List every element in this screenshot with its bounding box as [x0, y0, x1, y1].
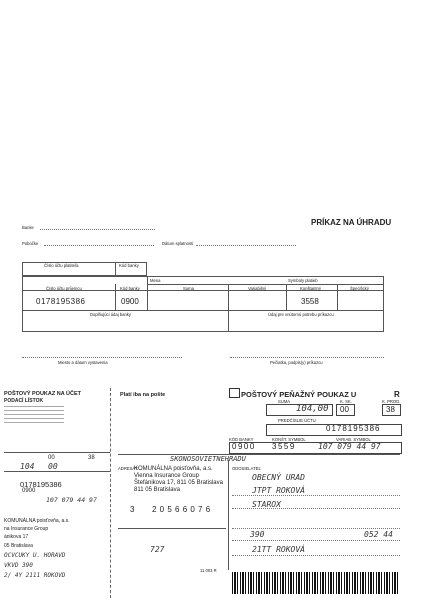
- barcode: [232, 572, 400, 594]
- const-symbol-label: KONŠT. SYMBOL: [272, 437, 306, 442]
- var-symbol-value: 107 079 44 97: [318, 442, 381, 451]
- recipient-bank-code-value[interactable]: 0900: [121, 297, 139, 306]
- spec-symbol-value[interactable]: 2 0 5 6 6 0 7 6: [152, 505, 211, 514]
- payer-line3[interactable]: STAROX: [252, 500, 281, 509]
- sum-value: 104,00: [296, 404, 329, 414]
- currency-label: Mena: [150, 278, 161, 283]
- payer-bank-code-label: Kód banky: [119, 263, 139, 268]
- left-note[interactable]: 727: [150, 545, 165, 554]
- left-name-value: KOMUNÁLNA poisťovňa, a.s.: [4, 518, 70, 524]
- psc-value[interactable]: 052 44: [364, 530, 393, 539]
- account-label: PREDČÍSLIE ÚČTU: [278, 418, 316, 423]
- const-symbol-value: 3559: [272, 442, 296, 451]
- recipient-account-label: Číslo účtu príjemcu: [46, 286, 82, 291]
- k-sk-value: 00: [340, 405, 349, 414]
- left-sum-cents-value[interactable]: 00: [48, 462, 58, 471]
- recipient-account-value[interactable]: 0178195386: [36, 297, 86, 306]
- k-prod-value: 38: [386, 405, 395, 414]
- number-value[interactable]: 390: [250, 530, 265, 539]
- due-date-label: Dátum splatnosti: [162, 241, 194, 246]
- symbols-label: Symboly platieb: [288, 278, 318, 283]
- recipient-city: 811 05 Bratislava: [134, 487, 180, 493]
- payer-line2[interactable]: JTPT ROKOVÁ: [252, 486, 305, 495]
- form-code: 11 003 R: [200, 568, 217, 573]
- left-hand-line2[interactable]: VKVD 390: [4, 562, 33, 569]
- town-value[interactable]: 21TT ROKOVÁ: [252, 545, 305, 554]
- recipient-bank-code-label: Kód banky: [120, 286, 140, 291]
- account-value: 0178195386: [326, 424, 381, 433]
- left-city-value: 05 Bratislava: [4, 543, 33, 549]
- constant-label: Konštantný: [300, 286, 321, 291]
- receipt-title: POŠTOVÝ POUKAZ NA ÚČET: [4, 391, 82, 397]
- signature-field[interactable]: [230, 357, 384, 358]
- k-sk-label: K. SK.: [340, 399, 352, 404]
- handwritten-name[interactable]: SKONOSOVIETNEHRADU: [170, 455, 246, 463]
- place-date-label: Miesto a dátum vystavenia: [58, 360, 108, 365]
- left-account-value[interactable]: 0178195386: [20, 480, 62, 489]
- variable-label: Variabilný: [248, 286, 267, 291]
- left-group-value: na Insurance Group: [4, 526, 49, 532]
- place-date-field[interactable]: [22, 357, 182, 358]
- bank-code-value: 0900: [232, 442, 256, 451]
- ref-value[interactable]: 3: [130, 505, 135, 514]
- constant-value[interactable]: 3558: [301, 297, 319, 306]
- internal-label: Údaj pre vnútornú potrebu príkazcu: [268, 312, 334, 317]
- bank-label: Banke: [22, 225, 34, 230]
- extra-bank-label: Doplňujúci údaj banky: [90, 312, 131, 317]
- left-var-value[interactable]: 107 079 44 97: [46, 496, 97, 504]
- postal-title: POŠTOVÝ PEŇAŽNÝ POUKAZ U: [241, 390, 357, 399]
- left-hand-line3[interactable]: 2/ 4Y 2111 ROKOVD: [4, 572, 66, 579]
- k-prod-label: K. PROD.: [382, 399, 401, 404]
- left-sum-value[interactable]: 104: [20, 462, 35, 471]
- signature-label: Pečiatka, podpis(y) príkazcu: [270, 360, 323, 365]
- payer-label: ODOSIELATEĽ: [232, 466, 261, 471]
- amount-label: Suma: [183, 286, 194, 291]
- recipient-label: ADRESÁT: [118, 466, 138, 471]
- left-prod-value[interactable]: 38: [88, 455, 95, 461]
- left-sk-value[interactable]: 00: [48, 455, 55, 461]
- bank-field[interactable]: [40, 229, 155, 230]
- var-symbol-label: VARIAB. SYMBOL: [336, 437, 371, 442]
- left-street-value: ánikova 17: [4, 534, 29, 540]
- branch-field[interactable]: [44, 245, 154, 246]
- corner-letter: R: [394, 390, 400, 399]
- order-title: PRÍKAZ NA ÚHRADU: [311, 218, 392, 227]
- left-bank-value[interactable]: 0900: [22, 488, 36, 494]
- recipient-name: KOMUNÁLNA poisťovňa, a.s.: [134, 466, 213, 472]
- recipient-group: Vienna Insurance Group: [134, 473, 199, 479]
- fill-note: Platí iba na pošte: [120, 392, 166, 398]
- payer-line1[interactable]: OBECNÝ URAD: [252, 473, 305, 482]
- branch-label: Pobočke: [22, 241, 39, 246]
- due-date-field[interactable]: [196, 245, 296, 246]
- post-logo-icon: [229, 388, 240, 398]
- receipt-subtitle: PODACÍ LÍSTOK: [4, 398, 44, 404]
- payer-account-label: Číslo účtu platiteľa: [44, 263, 79, 268]
- sum-label: SUMA: [278, 399, 291, 404]
- specific-label: Špecifický: [350, 286, 369, 291]
- left-hand-line1[interactable]: OCVCUKY U. HORAVD: [4, 552, 66, 559]
- recipient-street: Štefánikova 17, 811 05 Bratislava: [134, 480, 223, 486]
- bank-code-label: KÓD BANKY: [229, 437, 254, 442]
